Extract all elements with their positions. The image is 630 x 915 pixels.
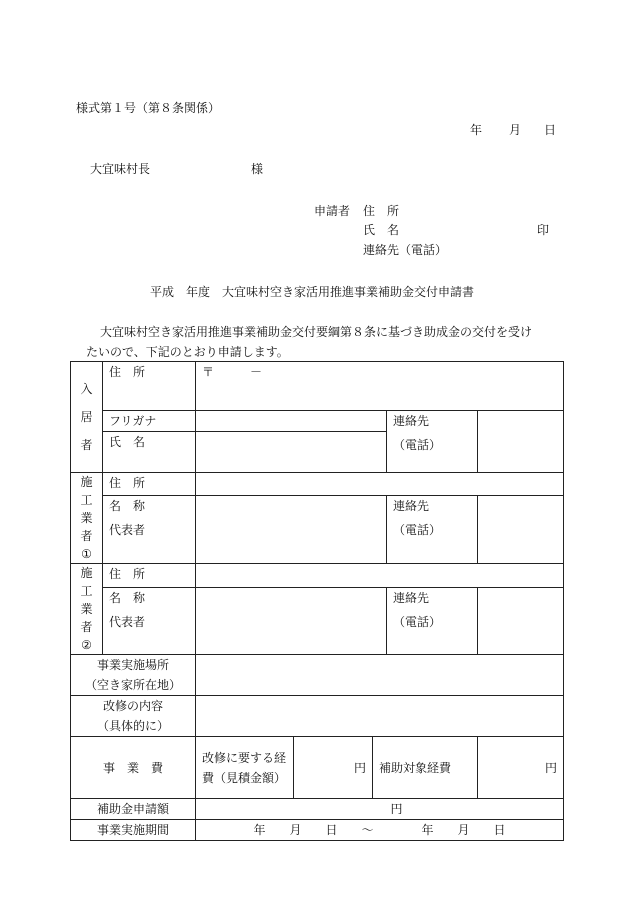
period-value: 年 月 日 ～ 年 月 日 bbox=[253, 823, 506, 837]
contractor2-address-field[interactable] bbox=[196, 564, 564, 588]
resident-name-label: 氏 名 bbox=[103, 432, 196, 473]
postal-mark: 〒 － bbox=[202, 365, 263, 379]
yen-unit: 円 bbox=[390, 802, 403, 816]
contractor1-group-label: 施 工 業 者 ① bbox=[71, 473, 103, 564]
subsidy-amount-label: 補助金申請額 bbox=[71, 799, 196, 820]
contractor1-address-field[interactable] bbox=[196, 473, 564, 496]
subsidy-target-field[interactable] bbox=[478, 737, 564, 799]
form-number: 様式第１号（第８条関係） bbox=[76, 101, 221, 115]
subsidy-target-label: 補助対象経費 bbox=[373, 737, 478, 799]
renovation-label: 改修の内容 （具体的に） bbox=[71, 696, 196, 737]
yen-unit: 円 bbox=[545, 760, 558, 775]
cost-required-label: 改修に要する経費（見積金額） bbox=[196, 737, 294, 799]
cost-required-field[interactable] bbox=[294, 737, 373, 799]
cost-label: 事 業 費 bbox=[71, 737, 196, 799]
seal-mark: 印 bbox=[537, 223, 550, 237]
contractor2-address-label: 住 所 bbox=[103, 564, 196, 588]
contractor2-name-field[interactable] bbox=[196, 587, 387, 654]
resident-group-label: 入 居 者 bbox=[71, 362, 103, 473]
application-form-table bbox=[70, 361, 564, 841]
applicant-address-label: 住 所 bbox=[363, 204, 400, 218]
contractor1-contact-label: 連絡先 （電話） bbox=[387, 496, 478, 564]
date-year-label: 年 bbox=[470, 123, 483, 137]
recipient-honorific: 様 bbox=[251, 162, 264, 176]
contractor1-name-label: 名 称 代表者 bbox=[103, 496, 196, 564]
applicant-name-label: 氏 名 bbox=[363, 223, 400, 237]
resident-furigana-label: フリガナ bbox=[103, 411, 196, 432]
period-label: 事業実施期間 bbox=[71, 820, 196, 841]
applicant-contact-label: 連絡先（電話） bbox=[363, 243, 448, 257]
resident-furigana-field[interactable] bbox=[196, 411, 387, 432]
contractor1-name-field[interactable] bbox=[196, 496, 387, 564]
contractor2-name-label: 名 称 代表者 bbox=[103, 587, 196, 654]
contractor2-group-label: 施 工 業 者 ② bbox=[71, 564, 103, 655]
body-text-line-2: たいので、下記のとおり申請します。 bbox=[86, 345, 289, 359]
body-text-line-1: 大宜味村空き家活用推進事業補助金交付要綱第８条に基づき助成金の交付を受け bbox=[100, 325, 533, 339]
contractor2-phone-field[interactable] bbox=[478, 587, 564, 654]
yen-unit: 円 bbox=[353, 760, 366, 775]
contractor2-contact-label: 連絡先 （電話） bbox=[387, 587, 478, 654]
contractor1-phone-field[interactable] bbox=[478, 496, 564, 564]
renovation-field[interactable] bbox=[196, 696, 564, 737]
period-field[interactable] bbox=[196, 820, 564, 841]
resident-address-label: 住 所 bbox=[103, 362, 196, 411]
subsidy-amount-field[interactable] bbox=[196, 799, 564, 820]
date-month-label: 月 bbox=[509, 123, 522, 137]
location-label: 事業実施場所 （空き家所在地） bbox=[71, 655, 196, 696]
resident-contact-label: 連絡先 （電話） bbox=[387, 411, 478, 473]
contractor1-address-label: 住 所 bbox=[103, 473, 196, 496]
resident-address-field[interactable] bbox=[196, 362, 564, 411]
resident-name-field[interactable] bbox=[196, 432, 387, 473]
document-title: 平成 年度 大宜味村空き家活用推進事業補助金交付申請書 bbox=[150, 285, 475, 299]
resident-phone-field[interactable] bbox=[478, 411, 564, 473]
date-day-label: 日 bbox=[544, 123, 557, 137]
applicant-label: 申請者 bbox=[314, 204, 351, 218]
recipient-name: 大宜味村長 bbox=[90, 162, 151, 176]
location-field[interactable] bbox=[196, 655, 564, 696]
